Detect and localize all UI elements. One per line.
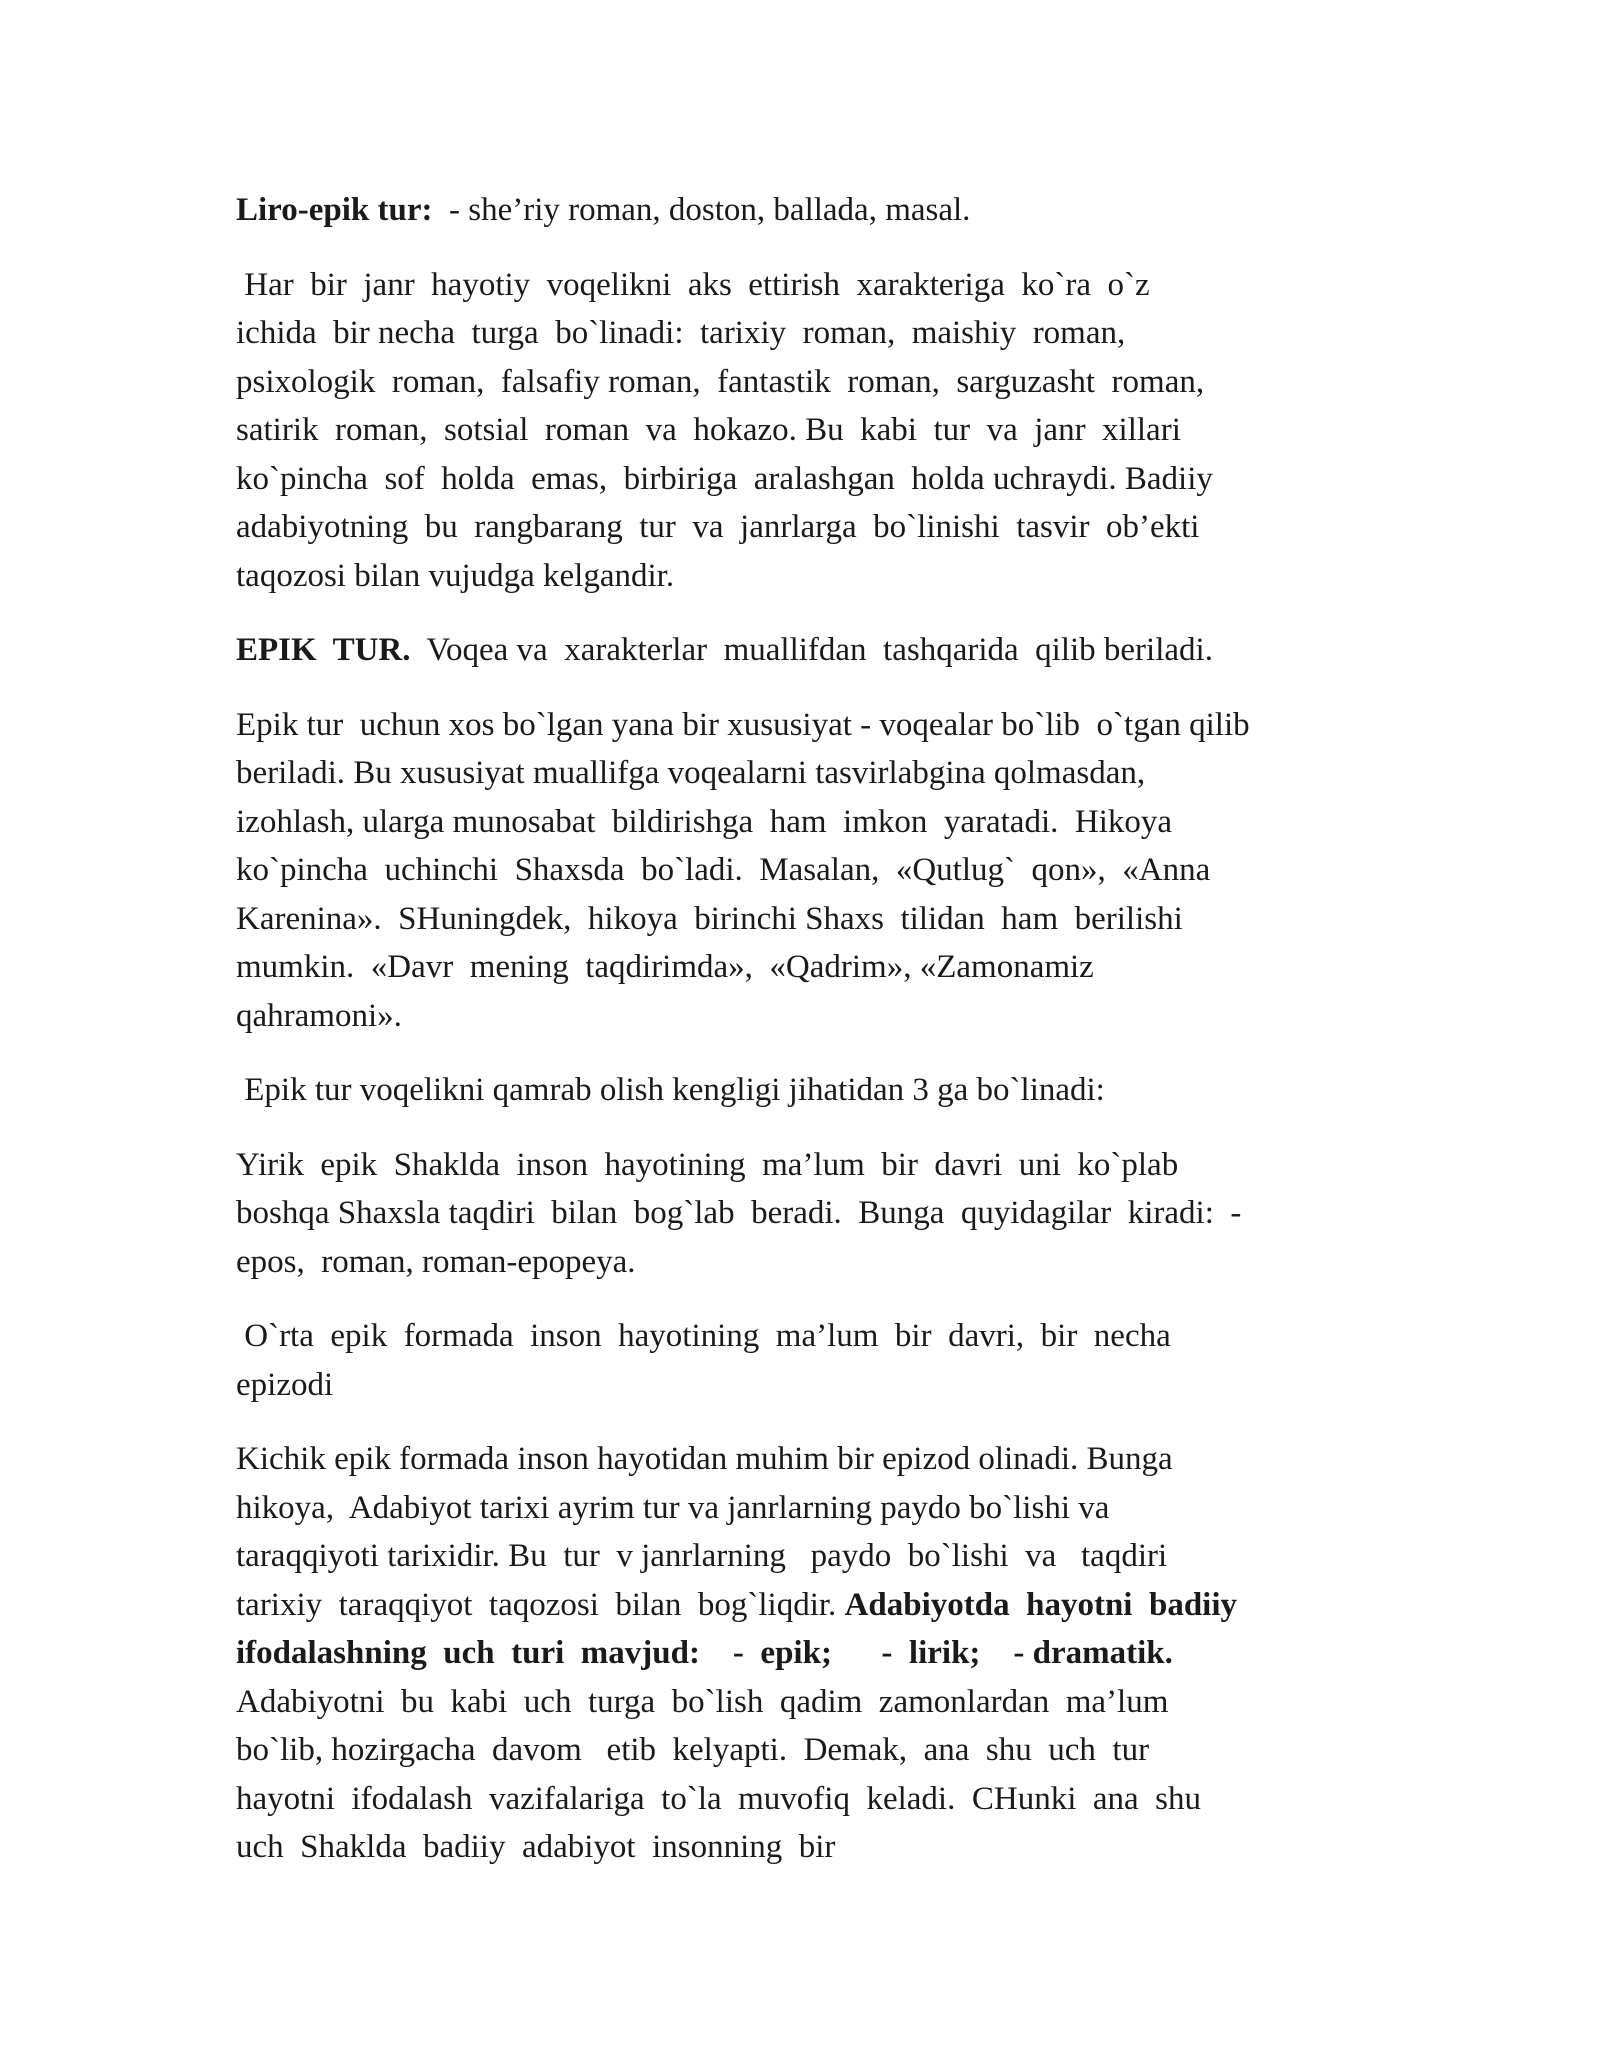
paragraph — [236, 186, 1366, 235]
text-run: taqozosi bilan vujudga kelgandir. — [236, 557, 675, 594]
text-run: epos, roman, roman-epopeya. — [236, 1243, 636, 1280]
paragraph — [236, 1066, 1366, 1115]
paragraph — [236, 701, 1366, 1041]
text-line — [236, 1238, 1366, 1287]
text-line — [236, 1484, 1366, 1533]
text-run: psixologik roman, falsafiy roman, fantastik roman, sarguzasht roman, — [236, 363, 1205, 400]
text-run: ichida bir necha turga bo`linadi: tarixiy roman, maishiy roman, — [236, 315, 1126, 351]
paragraph — [236, 1435, 1366, 1872]
text-run: ko`pincha uchinchi Shaxsda bo`ladi. Masalan, «Qutlug` qon», «Anna — [236, 852, 1211, 888]
text-run: mumkin. «Davr mening taqdirimda», «Qadrim», «Zamonamiz — [236, 949, 1094, 985]
text-run: satirik roman, sotsial roman va hokazo. Bu kabi tur va janr xillari — [236, 412, 1181, 448]
text-run: Epik tur voqelikni qamrab olish kengligi jihatidan 3 ga bo`linadi: — [236, 1072, 1105, 1108]
text-run: izohlash, ularga munosabat bildirishga ham imkon yaratadi. Hikoya — [236, 803, 1173, 840]
text-line — [236, 798, 1366, 847]
text-run: Kichik epik formada inson hayotidan muhim bir epizod olinadi. Bunga — [236, 1441, 1173, 1477]
bold-text: Adabiyotda hayotni badiiy — [844, 1586, 1238, 1623]
text-line — [236, 552, 1366, 601]
text-line — [236, 1066, 1366, 1115]
text-line — [236, 186, 1366, 235]
text-line — [236, 1361, 1366, 1410]
document-page — [236, 186, 1366, 1898]
text-line — [236, 1141, 1366, 1190]
text-line — [236, 1581, 1366, 1630]
text-line — [236, 1189, 1366, 1238]
text-line — [236, 1775, 1366, 1824]
text-line — [236, 1629, 1366, 1678]
text-line — [236, 749, 1366, 798]
text-run: Yirik epik Shaklda inson hayotining ma’lum bir davri uni ko`plab — [236, 1146, 1179, 1183]
text-run: uch Shaklda badiiy adabiyot insonning bir — [236, 1829, 836, 1865]
text-run: boshqa Shaxsla taqdiri bilan bog`lab beradi. Bunga quyidagilar kiradi: - — [236, 1195, 1242, 1231]
text-run: - she’riy roman, doston, ballada, masal. — [440, 192, 971, 228]
text-line — [236, 455, 1366, 504]
text-run: qahramoni». — [236, 997, 402, 1034]
text-run: O`rta epik formada inson hayotining ma’lum bir davri, bir necha — [236, 1318, 1171, 1354]
text-run: adabiyotning bu rangbarang tur va janrlarga bo`linishi tasvir ob’ekti — [236, 509, 1200, 545]
text-line — [236, 358, 1366, 407]
text-line — [236, 309, 1366, 358]
paragraph — [236, 1141, 1366, 1287]
text-line — [236, 261, 1366, 310]
text-run: Har bir janr hayotiy voqelikni aks ettirish xarakteriga ko`ra o`z — [236, 266, 1150, 303]
text-line — [236, 943, 1366, 992]
text-line — [236, 1435, 1366, 1484]
document-body — [236, 186, 1366, 1872]
text-run: Epik tur uchun xos bo`lgan yana bir xususiyat - voqealar bo`lib o`tgan qilib — [236, 706, 1250, 743]
text-run: Karenina». SHuningdek, hikoya birinchi Shaxs tilidan ham berilishi — [236, 900, 1183, 937]
paragraph — [236, 1312, 1366, 1409]
text-line — [236, 846, 1366, 895]
text-line — [236, 626, 1366, 675]
text-run: bo`lib, hozirgacha davom etib kelyapti. Demak, ana shu uch tur — [236, 1732, 1150, 1768]
text-line — [236, 701, 1366, 750]
bold-text: Liro-epik tur: — [236, 192, 441, 228]
text-line — [236, 503, 1366, 552]
text-line — [236, 1532, 1366, 1581]
text-line — [236, 895, 1366, 944]
text-line — [236, 1312, 1366, 1361]
text-run: taraqqiyoti tarixidir. Bu tur v janrlarning paydo bo`lishi va taqdiri — [236, 1538, 1168, 1574]
text-run: hikoya, Adabiyot tarixi ayrim tur va janrlarning paydo bo`lishi va — [236, 1489, 1110, 1526]
text-run: epizodi — [236, 1366, 334, 1403]
text-line — [236, 1726, 1366, 1775]
text-line — [236, 406, 1366, 455]
text-run: ko`pincha sof holda emas, birbiriga aralashgan holda uchraydi. Badiiy — [236, 460, 1213, 497]
bold-text: EPIK TUR. — [236, 632, 411, 668]
text-run: tarixiy taraqqiyot taqozosi bilan bog`liqdir. — [236, 1586, 845, 1623]
text-line — [236, 1678, 1366, 1727]
paragraph — [236, 626, 1366, 675]
text-run: Adabiyotni bu kabi uch turga bo`lish qadim zamonlardan ma’lum — [236, 1683, 1169, 1720]
text-line — [236, 1823, 1366, 1872]
bold-text: ifodalashning uch turi mavjud: - epik; - lirik; - dramatik. — [236, 1635, 1173, 1671]
text-run: beriladi. Bu xususiyat muallifga voqealarni tasvirlabgina qolmasdan, — [236, 755, 1146, 791]
paragraph — [236, 261, 1366, 601]
text-run: Voqea va xarakterlar muallifdan tashqarida qilib beriladi. — [410, 632, 1213, 668]
text-line — [236, 992, 1366, 1041]
text-run: hayotni ifodalash vazifalariga to`la muvofiq keladi. CHunki ana shu — [236, 1780, 1201, 1817]
